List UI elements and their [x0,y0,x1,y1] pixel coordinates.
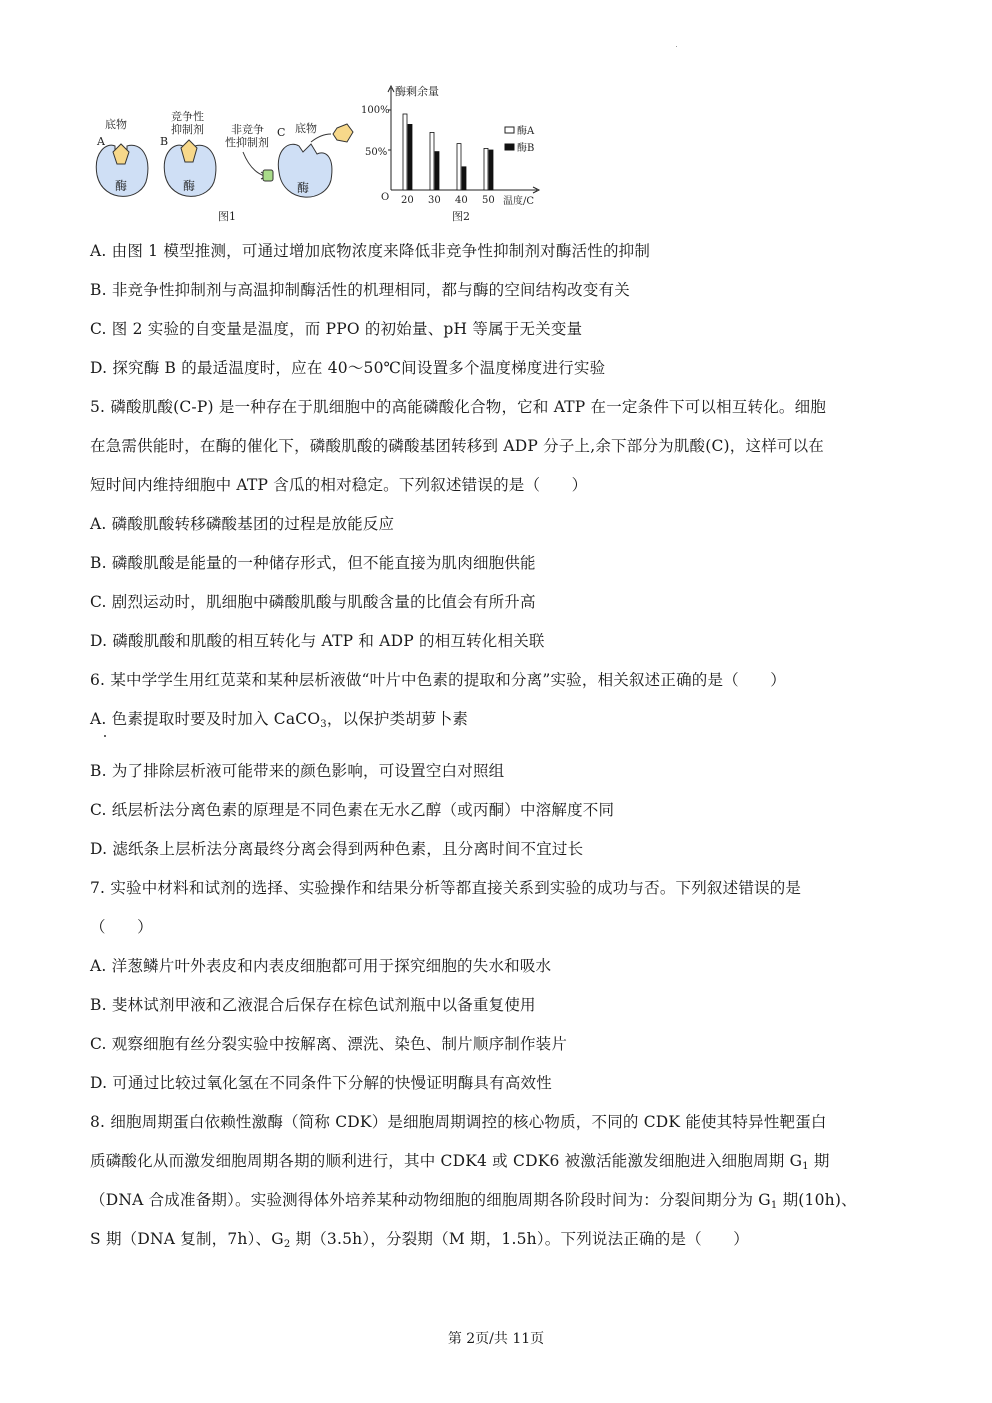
option-6a-sub: 3 [320,719,327,730]
question-8-line2-post: 期 [808,1152,830,1170]
fig1-competitive-line1: 竞争性 [171,110,204,123]
fig1-competitive-line2: 抑制剂 [171,123,204,136]
option-6c: C. 纸层析法分离色素的原理是不同色素在无水乙醇（或丙酮）中溶解度不同 [90,801,615,819]
option-5d: D. 磷酸肌酸和肌酸的相互转化与 ATP 和 ADP 的相互转化相关联 [90,632,545,650]
legend-label-b: 酶B [517,143,535,154]
chart-ylabel: 酶剩余量 [395,85,439,98]
figures-area [85,80,555,230]
bar-a-20 [403,114,407,190]
option-6b: B. 为了排除层析液可能带来的颜色影响，可设置空白对照组 [90,762,505,780]
x-tick-20: 20 [401,195,414,206]
fig1-enzyme-b-label: 酶 [183,179,196,193]
option-6a-pre: A. 色素提取时要及时加入 CaCO [90,710,321,728]
option-4c: C. 图 2 实验的自变量是温度，而 PPO 的初始量、pH 等属于无关变量 [90,320,583,338]
option-5b: B. 磷酸肌酸是能量的一种储存形式，但不能直接为肌肉细胞供能 [90,554,536,572]
question-8-line4 [90,1229,749,1249]
question-8-line4-pre: S 期（DNA 复制，7h）、G [90,1230,284,1248]
question-8-line4-sub: 2 [283,1239,291,1250]
x-tick-40: 40 [455,195,468,206]
question-8-line1: 8. 细胞周期蛋白依赖性激酶（简称 CDK）是细胞周期调控的核心物质，不同的 CDK 能使其特异性靶蛋白 [90,1113,827,1131]
question-8-line2-sub: 1 [802,1161,809,1172]
fig1-substrate-c-label: 底物 [295,122,317,135]
chart-x-tick-labels [401,195,495,206]
option-5a: A. 磷酸肌酸转移磷酸基团的过程是放能反应 [90,515,395,533]
substrate-c-shape [333,124,353,142]
option-6d: D. 滤纸条上层析法分离最终分离会得到两种色素，且分离时间不宜过长 [90,840,584,858]
question-8-line3 [90,1190,857,1210]
page-footer: 第 2页/共 11页 [447,1331,545,1347]
bar-b-40 [462,167,466,190]
fig1-enzyme-a-label: 酶 [115,179,128,193]
chart-y50-label: 50% [365,147,388,158]
bar-b-20 [408,124,412,190]
question-5-line1: 5. 磷酸肌酸(C-P) 是一种存在于肌细胞中的高能磷酸化合物，它和 ATP 在一定条件下可以相互转化。细胞 [90,398,827,416]
question-8-line3-post: 期(10h)、 [777,1191,857,1209]
question-7-line1: 7. 实验中材料和试剂的选择、实验操作和结果分析等都直接关系到实验的成功与否。下列叙述错误的是 [90,879,802,897]
chart-origin-label: O [381,192,390,203]
bar-a-50 [484,148,488,190]
option-6a-post: ，以保护类胡萝卜素 [326,710,469,728]
question-5-line3: 短时间内维持细胞中 ATP 含瓜的相对稳定。下列叙述错误的是（ ） [90,476,588,494]
fig1-label-b: B [160,135,169,148]
scan-speck [676,46,677,47]
fig1-enzyme-c-label: 酶 [297,181,310,195]
question-6-line1: 6. 某中学学生用红苋菜和某种层析液做“叶片中色素的提取和分离”实验，相关叙述正确的是（ ） [90,671,786,689]
noncompetitive-inhibitor-shape [263,170,273,181]
option-5c: C. 剧烈运动时，肌细胞中磷酸肌酸与肌酸含量的比值会有所升高 [90,593,536,611]
fig1-noncompetitive-line2: 性抑制剂 [225,136,269,149]
question-8-line3-sub: 1 [770,1200,778,1211]
bar-b-30 [435,152,439,190]
question-8-line2 [90,1151,830,1171]
question-8-line2-pre: 质磷酸化从而激发细胞周期各期的顺利进行，其中 CDK4 或 CDK6 被激活能激发细胞进入细胞周期 G [90,1152,803,1170]
chart-y100-label: 100% [361,105,390,116]
fig1-substrate-a-label: 底物 [105,118,127,131]
fig2-caption: 图2 [452,210,470,223]
chart-bars [403,114,493,190]
chart-xlabel: 温度/C [503,196,535,207]
option-6a [90,709,468,729]
legend-swatch-a [505,127,514,133]
fig1-label-a: A [97,135,105,148]
bar-a-30 [430,132,434,190]
x-tick-30: 30 [428,195,441,206]
substrate-release-arrow [311,134,331,142]
question-8-line3-pre: （DNA 合成准备期）。实验测得体外培养某种动物细胞的细胞周期各阶段时间为：分裂间期分为 G [90,1191,771,1209]
figure-svg [85,80,555,230]
bar-a-40 [457,144,461,190]
stray-dot [104,735,106,737]
question-8-line4-post: 期（3.5h），分裂期（M 期，1.5h）。下列说法正确的是（ ） [290,1230,749,1248]
option-7b: B. 斐林试剂甲液和乙液混合后保存在棕色试剂瓶中以备重复使用 [90,996,536,1014]
option-4d: D. 探究酶 B 的最适温度时，应在 40～50℃间设置多个温度梯度进行实验 [90,359,606,377]
option-4a: A. 由图 1 模型推测，可通过增加底物浓度来降低非竞争性抑制剂对酶活性的抑制 [90,242,651,260]
fig1-caption: 图1 [218,210,236,223]
fig1-noncompetitive-line1: 非竞争 [231,123,264,136]
legend-swatch-b [505,144,514,150]
option-7d: D. 可通过比较过氧化氢在不同条件下分解的快慢证明酶具有高效性 [90,1074,552,1092]
fig1-label-c: C [277,126,286,139]
x-tick-50: 50 [482,195,495,206]
option-7c: C. 观察细胞有丝分裂实验中按解离、漂洗、染色、制片顺序制作装片 [90,1035,568,1053]
bar-b-50 [489,150,493,190]
question-5-line2: 在急需供能时，在酶的催化下，磷酸肌酸的磷酸基团转移到 ADP 分子上,余下部分为肌酸(C)，这样可以在 [90,437,824,455]
question-7-line2: （ ） [90,918,153,936]
legend-label-a: 酶A [517,126,535,137]
option-7a: A. 洋葱鳞片叶外表皮和内表皮细胞都可用于探究细胞的失水和吸水 [90,957,552,975]
option-4b: B. 非竞争性抑制剂与高温抑制酶活性的机理相同，都与酶的空间结构改变有关 [90,281,630,299]
